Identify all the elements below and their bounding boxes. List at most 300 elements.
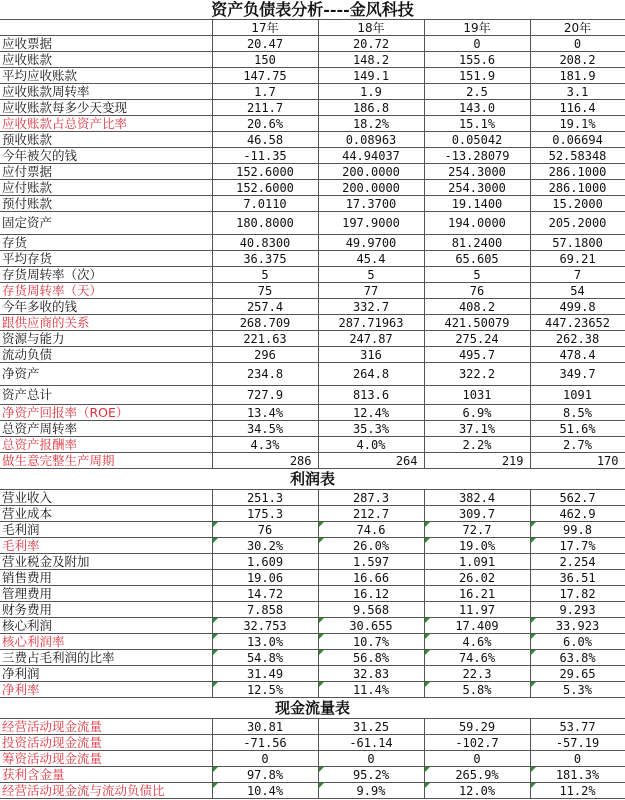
value-cell-20年[interactable]: [530, 522, 625, 538]
value-cell-17年[interactable]: [212, 299, 318, 315]
value-cell-20年[interactable]: [530, 196, 625, 212]
value-cell-19年[interactable]: [424, 164, 530, 180]
value-cell-18年[interactable]: [318, 767, 424, 783]
row-label[interactable]: 预付账款: [0, 196, 212, 212]
error-flag-icon: [425, 650, 430, 655]
value-cell-20年[interactable]: [530, 84, 625, 100]
value-cell-17年[interactable]: [212, 331, 318, 347]
income-title[interactable]: 利润表: [0, 469, 625, 490]
value-cell-20年[interactable]: [530, 586, 625, 602]
value-cell-17年[interactable]: [212, 283, 318, 299]
cell-value: 9.9%: [356, 783, 386, 798]
value-cell-20年[interactable]: [530, 570, 625, 586]
value-cell-18年[interactable]: [318, 586, 424, 602]
row-label[interactable]: 获利含金量: [0, 767, 212, 783]
value-cell-18年[interactable]: [318, 490, 424, 506]
row-label[interactable]: 净利润: [0, 666, 212, 682]
value-cell-19年[interactable]: [424, 506, 530, 522]
value-cell-18年[interactable]: [318, 68, 424, 84]
value-cell-20年[interactable]: [530, 682, 625, 698]
row-label[interactable]: 应付账款: [0, 180, 212, 196]
value-cell-19年[interactable]: [424, 586, 530, 602]
value-cell-18年[interactable]: [318, 36, 424, 52]
cell-value: 0: [367, 751, 375, 766]
cell-value: 0: [573, 751, 582, 766]
value-cell-18年[interactable]: [318, 347, 424, 363]
value-cell-20年[interactable]: [530, 650, 625, 666]
cell-value: 7.0110: [243, 196, 287, 211]
value-cell-20年[interactable]: [530, 212, 625, 235]
value-cell-18年[interactable]: [318, 522, 424, 538]
cell-value: 10.7%: [352, 634, 390, 649]
value-cell-17年[interactable]: [212, 602, 318, 618]
value-cell-19年[interactable]: [424, 522, 530, 538]
cell-value: 13.4%: [246, 405, 284, 420]
cell-value: 14.72: [246, 586, 284, 601]
cell-value: 151.9: [458, 68, 496, 83]
table-row: [0, 490, 625, 506]
value-cell-19年[interactable]: [424, 386, 530, 405]
cell-value: 152.6000: [236, 180, 294, 195]
value-cell-20年[interactable]: [530, 36, 625, 52]
table-row: [0, 196, 625, 212]
value-cell-17年[interactable]: [212, 437, 318, 453]
row-label[interactable]: 经营活动现金流量: [0, 719, 212, 735]
cell-value: 44.94037: [342, 148, 400, 163]
value-cell-20年[interactable]: [530, 235, 625, 251]
value-cell-18年[interactable]: [318, 283, 424, 299]
cell-value: 1.9: [360, 84, 382, 99]
value-cell-18年[interactable]: [318, 570, 424, 586]
table-row: [0, 602, 625, 618]
row-label[interactable]: 财务费用: [0, 602, 212, 618]
table-row: [0, 283, 625, 299]
value-cell-18年[interactable]: [318, 437, 424, 453]
row-label[interactable]: 毛利率: [0, 538, 212, 554]
value-cell-19年[interactable]: [424, 666, 530, 682]
value-cell-17年[interactable]: [212, 735, 318, 751]
value-cell-18年[interactable]: [318, 405, 424, 421]
cell-value: 0.05042: [451, 132, 503, 147]
cell-value: 264.8: [352, 367, 390, 381]
value-cell-19年[interactable]: [424, 570, 530, 586]
value-cell-17年[interactable]: [212, 132, 318, 148]
year-header-20[interactable]: 20年: [530, 20, 625, 36]
cell-value: 1031: [462, 388, 492, 402]
value-cell-19年[interactable]: [424, 634, 530, 650]
value-cell-18年[interactable]: [318, 196, 424, 212]
cell-value: 52.58348: [548, 148, 607, 163]
value-cell-20年[interactable]: [530, 767, 625, 783]
value-cell-18年[interactable]: [318, 100, 424, 116]
cell-value: 32.753: [243, 618, 287, 633]
value-cell-17年[interactable]: [212, 421, 318, 437]
value-cell-18年[interactable]: [318, 783, 424, 799]
value-cell-19年[interactable]: [424, 602, 530, 618]
cell-value: 54: [570, 283, 585, 298]
cell-value: 0: [261, 751, 269, 766]
row-label[interactable]: 营业税金及附加: [0, 554, 212, 570]
value-cell-18年[interactable]: [318, 554, 424, 570]
value-cell-18年[interactable]: [318, 212, 424, 235]
value-cell-18年[interactable]: [318, 506, 424, 522]
value-cell-18年[interactable]: [318, 650, 424, 666]
cash-title[interactable]: 现金流量表: [0, 698, 625, 719]
table-row: [0, 251, 625, 267]
value-cell-18年[interactable]: [318, 682, 424, 698]
cell-value: 212.7: [352, 506, 390, 521]
cell-value: 5.3%: [563, 682, 592, 697]
value-cell-17年[interactable]: [212, 347, 318, 363]
value-cell-19年[interactable]: [424, 315, 530, 331]
value-cell-19年[interactable]: [424, 405, 530, 421]
row-label[interactable]: 流动负债: [0, 347, 212, 363]
value-cell-17年[interactable]: [212, 506, 318, 522]
row-label[interactable]: 今年多收的钱: [0, 299, 212, 315]
value-cell-17年[interactable]: [212, 212, 318, 235]
cell-value: 81.2400: [451, 235, 503, 250]
value-cell-18年[interactable]: [318, 267, 424, 283]
value-cell-20年[interactable]: [530, 347, 625, 363]
cell-value: 12.4%: [352, 405, 390, 420]
value-cell-19年[interactable]: [424, 682, 530, 698]
cell-value: 74.6: [356, 522, 386, 537]
value-cell-20年[interactable]: [530, 164, 625, 180]
value-cell-17年[interactable]: [212, 52, 318, 68]
value-cell-20年[interactable]: [530, 68, 625, 84]
row-label[interactable]: 应收账款占总资产比率: [0, 116, 212, 132]
value-cell-17年[interactable]: [212, 363, 318, 386]
value-cell-18年[interactable]: [318, 386, 424, 405]
cell-value: 2.7%: [563, 437, 592, 452]
value-cell-19年[interactable]: [424, 251, 530, 267]
value-cell-17年[interactable]: [212, 267, 318, 283]
error-flag-icon: [531, 650, 536, 655]
value-cell-17年[interactable]: [212, 196, 318, 212]
cell-value: 15.2000: [552, 196, 603, 211]
table-row: [0, 618, 625, 634]
cell-value: 4.6%: [462, 634, 492, 649]
value-cell-17年[interactable]: [212, 164, 318, 180]
row-label[interactable]: 经营活动现金流与流动负债比: [0, 783, 212, 799]
row-label[interactable]: 核心利润率: [0, 634, 212, 650]
row-label[interactable]: 资源与能力: [0, 331, 212, 347]
cell-value: 286.1000: [548, 164, 607, 179]
value-cell-17年[interactable]: [212, 586, 318, 602]
value-cell-18年[interactable]: [318, 453, 424, 469]
cell-value: -11.35: [243, 148, 287, 163]
value-cell-20年[interactable]: [530, 751, 625, 767]
cell-value: -71.56: [243, 735, 287, 750]
value-cell-19年[interactable]: [424, 196, 530, 212]
value-cell-19年[interactable]: [424, 783, 530, 799]
table-row: [0, 315, 625, 331]
value-cell-18年[interactable]: [318, 331, 424, 347]
value-cell-20年[interactable]: [530, 315, 625, 331]
table-row: [0, 586, 625, 602]
cell-value: 29.65: [559, 666, 596, 681]
cell-value: 2.254: [559, 554, 596, 569]
value-cell-20年[interactable]: [530, 602, 625, 618]
value-cell-17年[interactable]: [212, 666, 318, 682]
row-label[interactable]: 跟供应商的关系: [0, 315, 212, 331]
value-cell-18年[interactable]: [318, 164, 424, 180]
cell-value: 19.06: [246, 570, 284, 585]
value-cell-17年[interactable]: [212, 751, 318, 767]
table-row: [0, 538, 625, 554]
value-cell-20年[interactable]: [530, 283, 625, 299]
value-cell-19年[interactable]: [424, 283, 530, 299]
row-label[interactable]: 预收账款: [0, 132, 212, 148]
cell-value: 0.06694: [552, 132, 603, 147]
row-label[interactable]: 管理费用: [0, 586, 212, 602]
value-cell-17年[interactable]: [212, 315, 318, 331]
cell-value: 72.7: [462, 522, 492, 537]
cell-value: 31.49: [246, 666, 284, 681]
cell-value: 37.1%: [458, 421, 496, 436]
value-cell-20年[interactable]: [530, 453, 625, 469]
row-label[interactable]: 今年被欠的钱: [0, 148, 212, 164]
value-cell-20年[interactable]: [530, 538, 625, 554]
value-cell-20年[interactable]: [530, 132, 625, 148]
row-label[interactable]: 三费占毛利润的比率: [0, 650, 212, 666]
value-cell-20年[interactable]: [530, 386, 625, 405]
value-cell-17年[interactable]: [212, 386, 318, 405]
value-cell-17年[interactable]: [212, 719, 318, 735]
value-cell-19年[interactable]: [424, 437, 530, 453]
value-cell-19年[interactable]: [424, 331, 530, 347]
value-cell-17年[interactable]: [212, 235, 318, 251]
value-cell-17年[interactable]: [212, 180, 318, 196]
value-cell-18年[interactable]: [318, 84, 424, 100]
value-cell-19年[interactable]: [424, 299, 530, 315]
table-row: [0, 570, 625, 586]
value-cell-19年[interactable]: [424, 735, 530, 751]
row-label[interactable]: 营业收入: [0, 490, 212, 506]
value-cell-18年[interactable]: [318, 251, 424, 267]
error-flag-icon: [213, 522, 218, 527]
cell-value: 275.24: [455, 331, 499, 346]
value-cell-17年[interactable]: [212, 634, 318, 650]
error-flag-icon: [425, 682, 430, 687]
value-cell-20年[interactable]: [530, 506, 625, 522]
cell-value: 251.3: [246, 490, 284, 505]
value-cell-17年[interactable]: [212, 453, 318, 469]
value-cell-20年[interactable]: [530, 52, 625, 68]
row-label[interactable]: 核心利润: [0, 618, 212, 634]
row-label[interactable]: 固定资产: [0, 212, 212, 235]
value-cell-18年[interactable]: [318, 421, 424, 437]
value-cell-20年[interactable]: [530, 437, 625, 453]
value-cell-19年[interactable]: [424, 212, 530, 235]
value-cell-17年[interactable]: [212, 570, 318, 586]
row-label[interactable]: 毛利润: [0, 522, 212, 538]
value-cell-20年[interactable]: [530, 363, 625, 386]
value-cell-20年[interactable]: [530, 666, 625, 682]
value-cell-19年[interactable]: [424, 490, 530, 506]
value-cell-18年[interactable]: [318, 618, 424, 634]
value-cell-17年[interactable]: [212, 148, 318, 164]
cell-value: 7: [573, 267, 582, 282]
value-cell-17年[interactable]: [212, 682, 318, 698]
value-cell-20年[interactable]: [530, 299, 625, 315]
value-cell-20年[interactable]: [530, 148, 625, 164]
value-cell-17年[interactable]: [212, 251, 318, 267]
value-cell-19年[interactable]: [424, 267, 530, 283]
sheet-title[interactable]: 资产负债表分析----金风科技: [0, 0, 625, 20]
value-cell-20年[interactable]: [530, 618, 625, 634]
value-cell-18年[interactable]: [318, 751, 424, 767]
row-label[interactable]: 投资活动现金流量: [0, 735, 212, 751]
row-label[interactable]: 应收账款周转率: [0, 84, 212, 100]
value-cell-18年[interactable]: [318, 148, 424, 164]
header-blank-cell[interactable]: [0, 20, 212, 36]
row-label[interactable]: 总资产周转率: [0, 421, 212, 437]
cell-value: 382.4: [458, 490, 496, 505]
row-label[interactable]: 应收票据: [0, 36, 212, 52]
error-flag-icon: [531, 618, 536, 623]
row-label[interactable]: 净资产: [0, 363, 212, 386]
year-header-17[interactable]: 17年: [212, 20, 318, 36]
value-cell-17年[interactable]: [212, 490, 318, 506]
value-cell-19年[interactable]: [424, 36, 530, 52]
row-label[interactable]: 存货: [0, 235, 212, 251]
value-cell-20年[interactable]: [530, 554, 625, 570]
value-cell-18年[interactable]: [318, 116, 424, 132]
value-cell-18年[interactable]: [318, 719, 424, 735]
error-flag-icon: [319, 634, 324, 639]
cell-value: 12.5%: [246, 682, 284, 697]
table-row: [0, 331, 625, 347]
value-cell-20年[interactable]: [530, 634, 625, 650]
value-cell-18年[interactable]: [318, 602, 424, 618]
value-cell-20年[interactable]: [530, 421, 625, 437]
value-cell-18年[interactable]: [318, 132, 424, 148]
cell-value: 63.8%: [559, 650, 596, 665]
value-cell-18年[interactable]: [318, 52, 424, 68]
row-label[interactable]: 存货周转率（次）: [0, 267, 212, 283]
cell-value: 332.7: [352, 299, 390, 314]
cell-value: 219: [501, 453, 524, 468]
value-cell-18年[interactable]: [318, 735, 424, 751]
value-cell-19年[interactable]: [424, 132, 530, 148]
cell-value: 34.5%: [246, 421, 284, 436]
value-cell-17年[interactable]: [212, 554, 318, 570]
value-cell-19年[interactable]: [424, 650, 530, 666]
cell-value: 200.0000: [342, 180, 400, 195]
value-cell-20年[interactable]: [530, 719, 625, 735]
row-label[interactable]: 做生意完整生产周期: [0, 453, 212, 469]
value-cell-17年[interactable]: [212, 405, 318, 421]
value-cell-20年[interactable]: [530, 331, 625, 347]
value-cell-17年[interactable]: [212, 522, 318, 538]
value-cell-20年[interactable]: [530, 267, 625, 283]
value-cell-19年[interactable]: [424, 235, 530, 251]
value-cell-17年[interactable]: [212, 36, 318, 52]
value-cell-18年[interactable]: [318, 363, 424, 386]
value-cell-20年[interactable]: [530, 405, 625, 421]
value-cell-18年[interactable]: [318, 538, 424, 554]
row-label[interactable]: 平均应收账款: [0, 68, 212, 84]
value-cell-19年[interactable]: [424, 719, 530, 735]
value-cell-19年[interactable]: [424, 347, 530, 363]
value-cell-19年[interactable]: [424, 554, 530, 570]
value-cell-19年[interactable]: [424, 751, 530, 767]
row-label[interactable]: 总资产报酬率: [0, 437, 212, 453]
cell-value: 11.2%: [559, 783, 596, 798]
value-cell-17年[interactable]: [212, 767, 318, 783]
error-flag-icon: [425, 538, 430, 543]
row-label[interactable]: 营业成本: [0, 506, 212, 522]
value-cell-19年[interactable]: [424, 116, 530, 132]
value-cell-20年[interactable]: [530, 100, 625, 116]
value-cell-18年[interactable]: [318, 235, 424, 251]
value-cell-18年[interactable]: [318, 634, 424, 650]
row-label[interactable]: 资产总计: [0, 386, 212, 405]
row-label[interactable]: 应付票据: [0, 164, 212, 180]
cell-value: 309.7: [458, 506, 496, 521]
value-cell-17年[interactable]: [212, 100, 318, 116]
value-cell-19年[interactable]: [424, 767, 530, 783]
value-cell-20年[interactable]: [530, 251, 625, 267]
row-label[interactable]: 应收账款: [0, 52, 212, 68]
value-cell-19年[interactable]: [424, 618, 530, 634]
cell-value: 149.1: [352, 68, 390, 83]
value-cell-19年[interactable]: [424, 52, 530, 68]
row-label[interactable]: 存货周转率（天）: [0, 283, 212, 299]
value-cell-20年[interactable]: [530, 783, 625, 799]
value-cell-19年[interactable]: [424, 363, 530, 386]
value-cell-17年[interactable]: [212, 650, 318, 666]
row-label[interactable]: 筹资活动现金流量: [0, 751, 212, 767]
cell-value: 0: [573, 36, 582, 51]
row-label[interactable]: 净利率: [0, 682, 212, 698]
value-cell-20年[interactable]: [530, 180, 625, 196]
value-cell-17年[interactable]: [212, 116, 318, 132]
row-label[interactable]: 平均存货: [0, 251, 212, 267]
value-cell-19年[interactable]: [424, 68, 530, 84]
value-cell-19年[interactable]: [424, 84, 530, 100]
value-cell-20年[interactable]: [530, 735, 625, 751]
value-cell-19年[interactable]: [424, 148, 530, 164]
cell-value: 10.4%: [246, 783, 284, 798]
value-cell-18年[interactable]: [318, 299, 424, 315]
value-cell-17年[interactable]: [212, 84, 318, 100]
value-cell-18年[interactable]: [318, 315, 424, 331]
table-row: [0, 267, 625, 283]
row-label[interactable]: 应收账款每多少天变现: [0, 100, 212, 116]
value-cell-19年[interactable]: [424, 453, 530, 469]
value-cell-20年[interactable]: [530, 116, 625, 132]
value-cell-19年[interactable]: [424, 421, 530, 437]
value-cell-20年[interactable]: [530, 490, 625, 506]
value-cell-19年[interactable]: [424, 180, 530, 196]
value-cell-18年[interactable]: [318, 180, 424, 196]
value-cell-17年[interactable]: [212, 68, 318, 84]
row-label[interactable]: 净资产回报率（ROE）: [0, 405, 212, 421]
value-cell-19年[interactable]: [424, 100, 530, 116]
value-cell-18年[interactable]: [318, 666, 424, 682]
cell-value: 26.02: [458, 570, 496, 585]
value-cell-17年[interactable]: [212, 618, 318, 634]
value-cell-19年[interactable]: [424, 538, 530, 554]
year-header-18[interactable]: 18年: [318, 20, 424, 36]
year-header-19[interactable]: 19年: [424, 20, 530, 36]
value-cell-17年[interactable]: [212, 783, 318, 799]
table-row: [0, 767, 625, 783]
row-label[interactable]: 销售费用: [0, 570, 212, 586]
value-cell-17年[interactable]: [212, 538, 318, 554]
